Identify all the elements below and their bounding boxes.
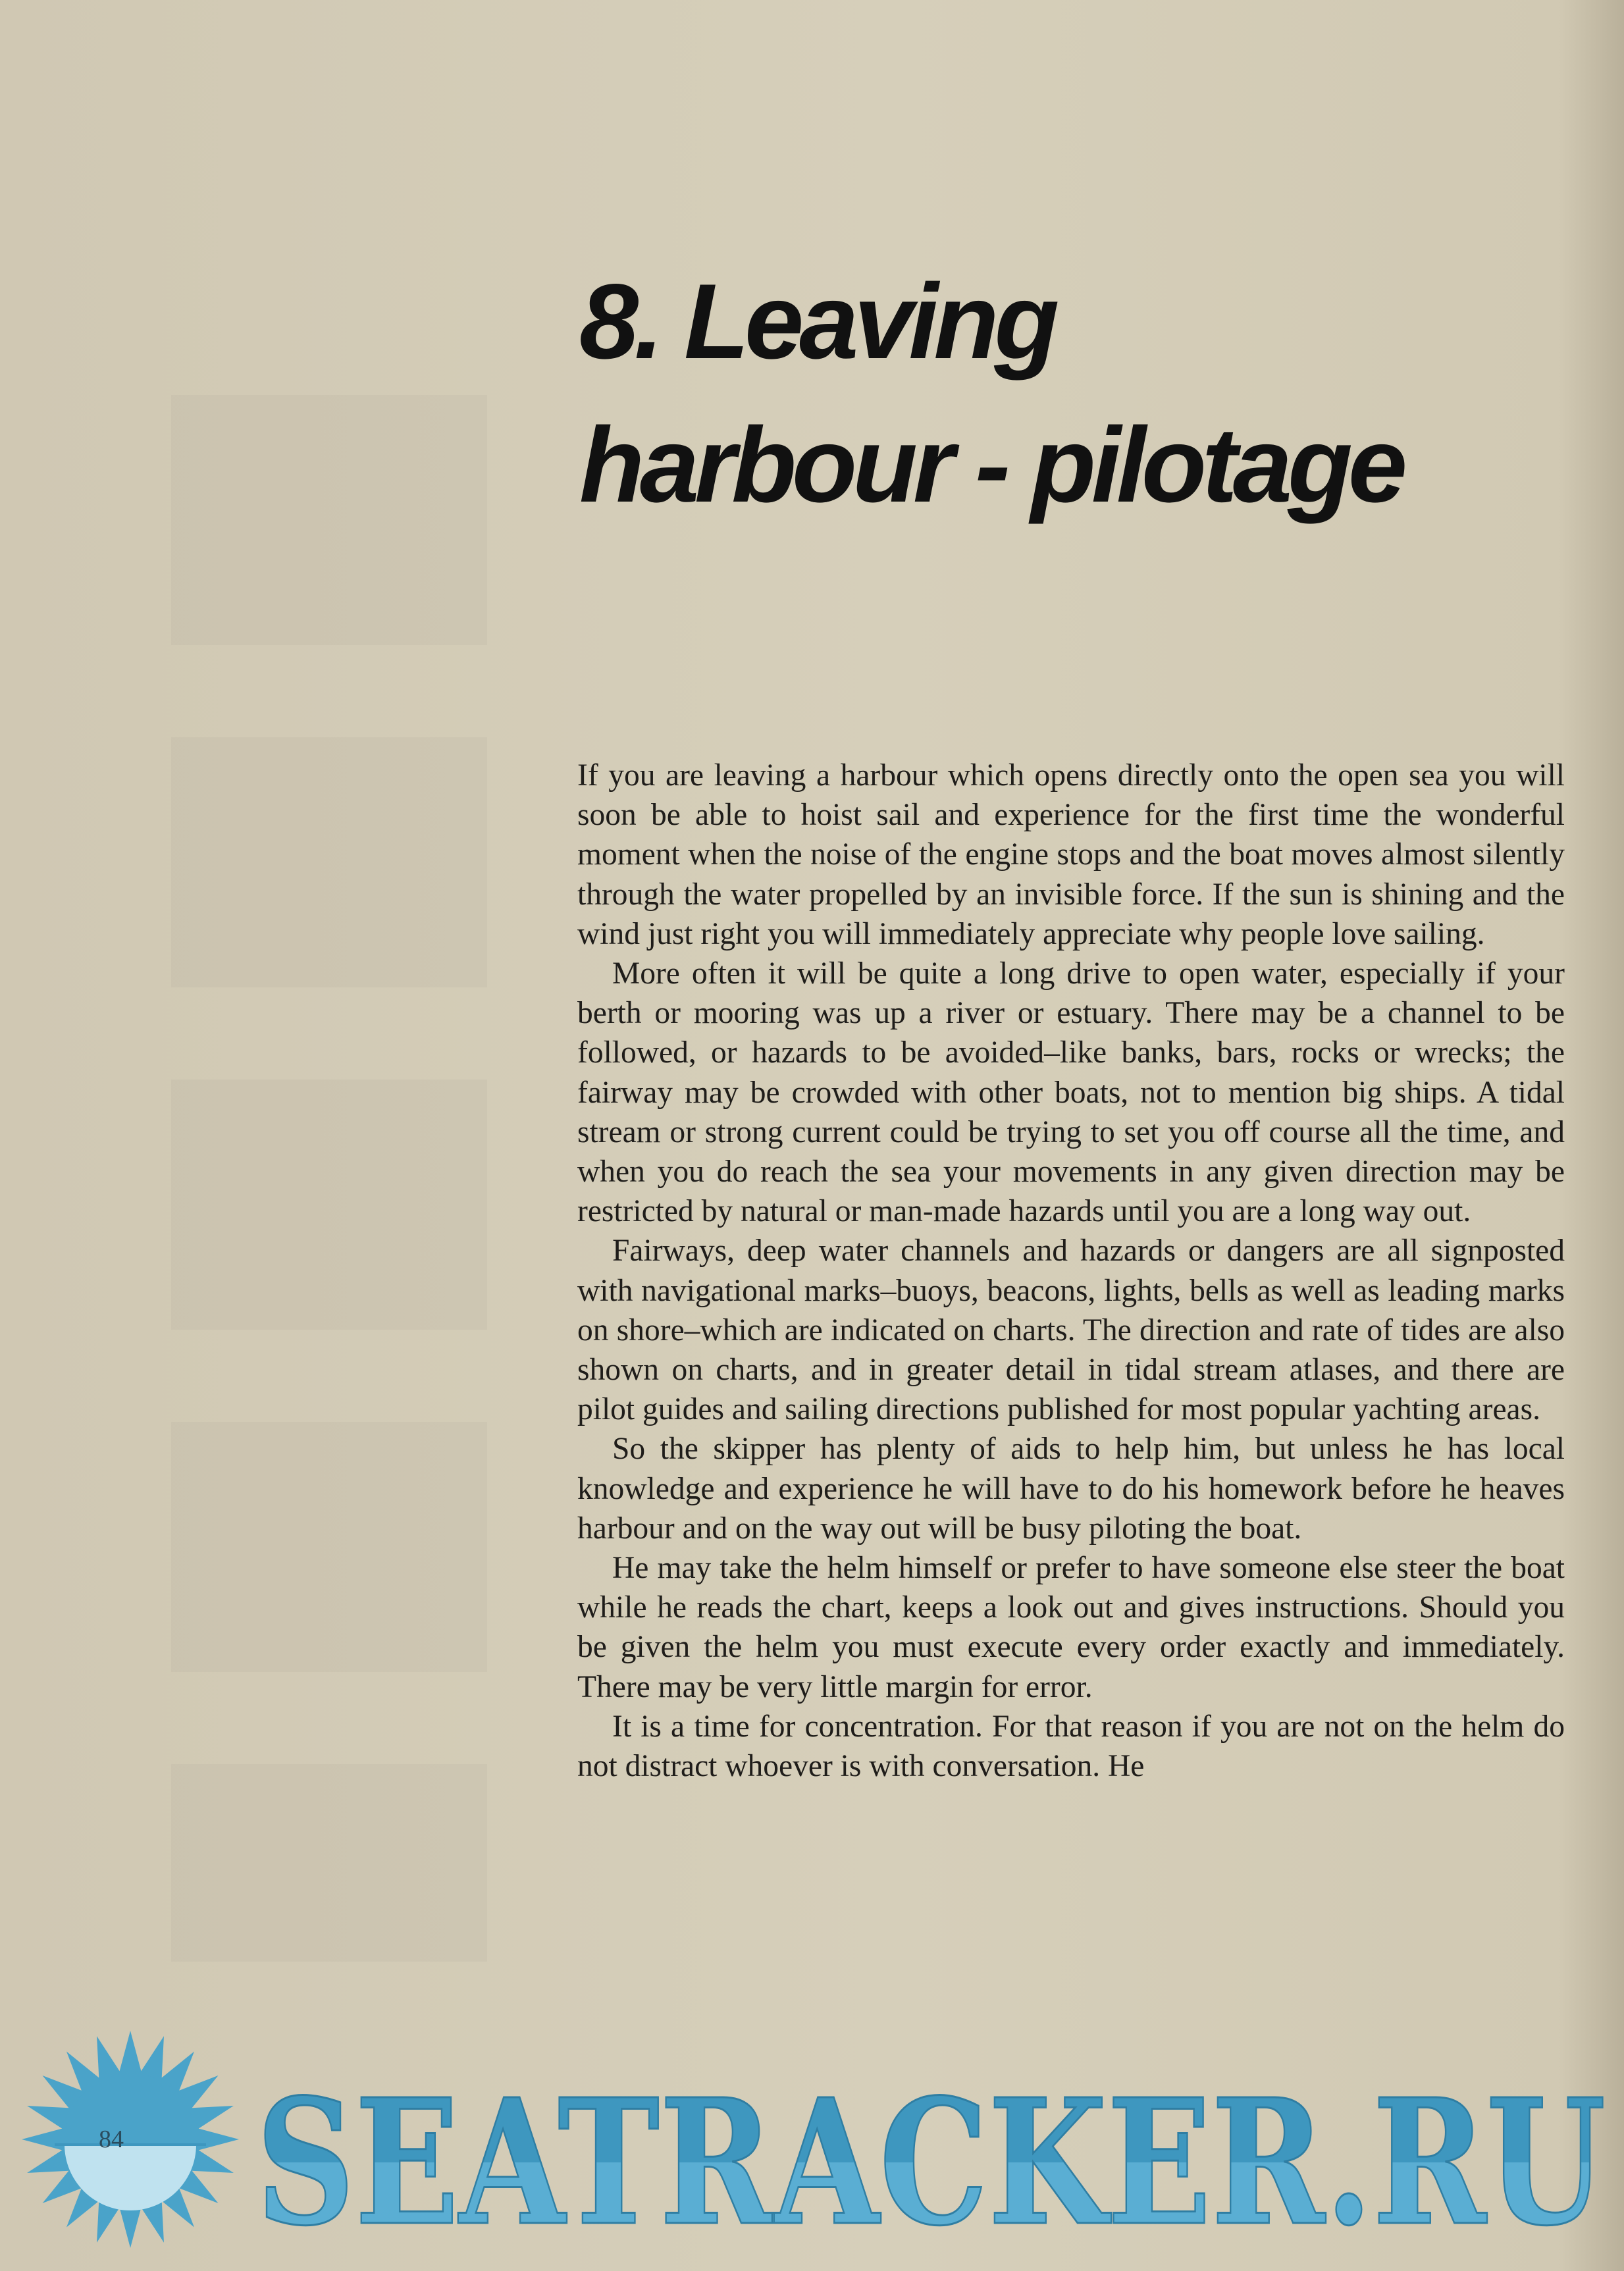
- paragraph: If you are leaving a harbour which opens directly onto the open sea you will soon be able to hoist sail and experience for the first time the wonderful moment when the noise of the engine stops and the boat moves almost silently through the water propelled by an invisible force. If the sun is shining and the wind just right you will immediately appreciate why people love sailing.: [577, 758, 1565, 951]
- paragraph: He may take the helm himself or prefer to have someone else steer the boat while he reads the chart, keeps a look out and gives instructions. Should you be given the helm you must execute every order exactly and immediately. There may be very little margin for error.: [577, 1551, 1565, 1704]
- chapter-title: [579, 250, 1534, 537]
- chapter-title-line-1: 8. Leaving: [579, 262, 1055, 381]
- chapter-title-line-2: harbour - pilotage: [579, 405, 1403, 525]
- site-watermark: [253, 2081, 1610, 2246]
- paragraph: It is a time for concentration. For that reason if you are not on the helm do not distract whoever is with conversation. He: [577, 1709, 1565, 1784]
- page-number: 84: [99, 2126, 124, 2153]
- paragraph: So the skipper has plenty of aids to help him, but unless he has local knowledge and experience he will have to do his homework before he heaves harbour and on the way out will be busy piloting the boat.: [577, 1432, 1565, 1546]
- body-text: [577, 756, 1565, 1786]
- sun-logo-icon: [18, 2027, 242, 2251]
- site-watermark-text: SEATRACKER.RU: [256, 2081, 1606, 2246]
- faint-background-lettering: [158, 395, 500, 1975]
- paragraph: More often it will be quite a long drive to open water, especially if your berth or mooring was up a river or estuary. There may be a channel to be followed, or hazards to be avoided–like banks, bars, rocks or wrecks; the fairway may be crowded with other boats, not to mention big ships. A tidal stream or strong current could be trying to set you off course all the time, and when you do reach the sea your movements in any given direction may be restricted by natural or man-made hazards until you are a long way out.: [577, 956, 1565, 1229]
- paragraph: Fairways, deep water channels and hazards or dangers are all signposted with navigational marks–buoys, beacons, lights, bells as well as leading marks on shore–which are indicated on charts. The direction and rate of tides are also shown on charts, and in greater detail in tidal stream atlases, and there are pilot guides and sailing directions published for most popular yachting areas.: [577, 1234, 1565, 1427]
